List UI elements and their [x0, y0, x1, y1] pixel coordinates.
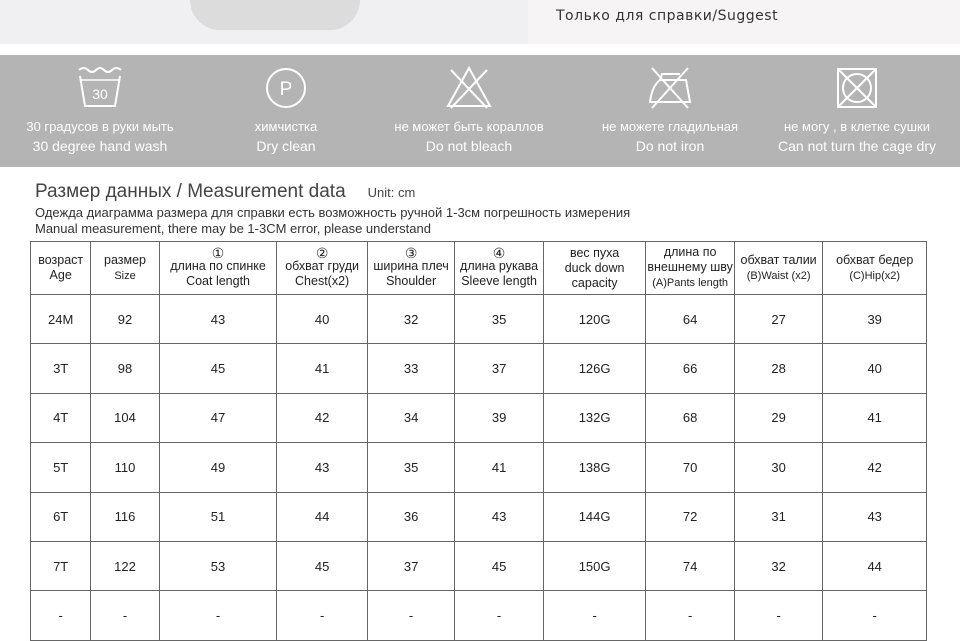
cell-size: 104: [91, 393, 159, 442]
title-ru: Размер данных: [35, 181, 172, 202]
cell-sleeve-length: 45: [455, 541, 543, 590]
cell-sleeve-length: 43: [455, 492, 543, 541]
product-image-strip: [0, 0, 528, 44]
cell-down-capacity: 144G: [543, 492, 646, 541]
cell-hip: 40: [823, 344, 927, 393]
reference-note: Только для справки/Suggest: [556, 8, 779, 24]
care-item-no-iron: [570, 55, 770, 167]
cell-waist: 32: [734, 541, 822, 590]
table-row: [31, 344, 927, 393]
cell-hip: 43: [823, 492, 927, 541]
cell-waist: 28: [734, 344, 822, 393]
care-label-ru: 30 градусов в руки мыть: [26, 119, 174, 134]
cell-hip: 42: [823, 443, 927, 492]
table-row: [31, 492, 927, 541]
care-item-hand-wash: [0, 55, 200, 167]
cell-hip: 44: [823, 541, 927, 590]
care-label-ru: не могу , в клетке сушки: [783, 119, 930, 134]
cell-waist: 31: [734, 492, 822, 541]
cell-age: 5T: [31, 443, 91, 492]
table-row: [31, 443, 927, 492]
care-label-en: Dry clean: [256, 138, 316, 154]
table-row: [31, 295, 927, 344]
cell-shoulder: 32: [367, 295, 454, 344]
cell-chest: 42: [277, 393, 368, 442]
cell-pants-length: 68: [646, 393, 734, 442]
header-pants-length: длина по внешнему шву (A)Pants length: [646, 242, 734, 295]
cell-hip: 39: [823, 295, 927, 344]
hand-wash-30-icon: [76, 64, 124, 110]
header-chest: ② обхват груди Chest(x2): [277, 242, 368, 295]
care-item-dry-clean: [186, 55, 386, 167]
cell-pants-length: 74: [646, 541, 734, 590]
cell-pants-length: 66: [646, 344, 734, 393]
cell-size: 122: [91, 541, 159, 590]
cell-down-capacity: 138G: [543, 443, 646, 492]
cell-chest: 44: [277, 492, 368, 541]
cell-sleeve-length: 39: [455, 393, 543, 442]
do-not-bleach-icon: [445, 64, 493, 110]
measurement-title: [35, 181, 415, 203]
header-down-capacity: вес пуха duck down capacity: [543, 242, 646, 295]
care-label-ru: не может быть кораллов: [394, 119, 544, 134]
care-label-ru: не можете гладильная: [601, 119, 739, 134]
cell-age: 24M: [31, 295, 91, 344]
care-label-ru: химчистка: [254, 119, 318, 134]
table-row: [31, 393, 927, 442]
cell-size: 116: [91, 492, 159, 541]
cell-coat-length: 49: [159, 443, 277, 492]
table-row: [31, 541, 927, 590]
cell-pants-length: 64: [646, 295, 734, 344]
cell-shoulder: 35: [367, 443, 454, 492]
cell-sleeve-length: 37: [455, 344, 543, 393]
cell-sleeve-length: 35: [455, 295, 543, 344]
header-waist: обхват талии (B)Waist (x2): [734, 242, 822, 295]
measurement-note-en: Manual measurement, there may be 1-3CM error, please understand: [35, 221, 431, 236]
cell-down-capacity: 126G: [543, 344, 646, 393]
unit-label: Unit: cm: [367, 185, 416, 200]
cell-coat-length: 43: [159, 295, 277, 344]
cell-waist: 30: [734, 443, 822, 492]
care-label-en: 30 degree hand wash: [32, 138, 168, 154]
cell-size: 110: [91, 443, 159, 492]
header-coat-length: ① длина по спинке Coat length: [159, 242, 277, 295]
cell-chest: 43: [277, 443, 368, 492]
cell-pants-length: 72: [646, 492, 734, 541]
dry-clean-icon: [262, 64, 310, 110]
cell-waist: 27: [734, 295, 822, 344]
do-not-iron-icon: [646, 64, 694, 110]
svg-text:P: P: [279, 79, 293, 100]
care-instructions-band: [0, 55, 960, 167]
measurement-note-ru: Одежда диаграмма размера для справки есть возможность ручной 1-3см погрешность измерения: [35, 205, 631, 220]
cell-waist: -: [734, 591, 822, 640]
care-item-no-bleach: [369, 55, 569, 167]
header-size: размер Size: [91, 242, 159, 295]
cell-size: -: [91, 591, 159, 640]
cell-shoulder: -: [367, 591, 454, 640]
care-label-en: Can not turn the cage dry: [778, 138, 936, 154]
table-header-row: [31, 242, 927, 295]
cell-chest: -: [277, 591, 368, 640]
cell-waist: 29: [734, 393, 822, 442]
cell-coat-length: 45: [159, 344, 277, 393]
cell-age: 4T: [31, 393, 91, 442]
cell-shoulder: 33: [367, 344, 454, 393]
cell-down-capacity: 120G: [543, 295, 646, 344]
cell-coat-length: 51: [159, 492, 277, 541]
cell-chest: 41: [277, 344, 368, 393]
cell-coat-length: 47: [159, 393, 277, 442]
cell-size: 98: [91, 344, 159, 393]
cell-coat-length: 53: [159, 541, 277, 590]
cell-down-capacity: 132G: [543, 393, 646, 442]
care-item-no-tumble-dry: [757, 55, 957, 167]
cell-sleeve-length: 41: [455, 443, 543, 492]
cell-coat-length: -: [159, 591, 277, 640]
cell-shoulder: 36: [367, 492, 454, 541]
cell-shoulder: 37: [367, 541, 454, 590]
cell-hip: 41: [823, 393, 927, 442]
cell-chest: 40: [277, 295, 368, 344]
cell-shoulder: 34: [367, 393, 454, 442]
title-en: / Measurement data: [171, 181, 346, 202]
header-age: возраст Age: [31, 242, 91, 295]
header-hip: обхват бедер (C)Hip(x2): [823, 242, 927, 295]
cell-down-capacity: 150G: [543, 541, 646, 590]
cell-sleeve-length: -: [455, 591, 543, 640]
cell-age: 6T: [31, 492, 91, 541]
cell-pants-length: 70: [646, 443, 734, 492]
cell-age: 3T: [31, 344, 91, 393]
cell-age: -: [31, 591, 91, 640]
product-photo-edge: [190, 0, 360, 30]
cell-chest: 45: [277, 541, 368, 590]
cell-size: 92: [91, 295, 159, 344]
care-label-en: Do not iron: [635, 138, 705, 154]
care-label-en: Do not bleach: [425, 138, 513, 154]
header-sleeve-length: ④ длина рукава Sleeve length: [455, 242, 543, 295]
size-chart-table: [30, 241, 927, 641]
cell-hip: -: [823, 591, 927, 640]
cell-pants-length: -: [646, 591, 734, 640]
cell-down-capacity: -: [543, 591, 646, 640]
cell-age: 7T: [31, 541, 91, 590]
do-not-tumble-dry-icon: [833, 64, 881, 110]
svg-text:30: 30: [92, 86, 108, 102]
header-shoulder: ③ ширина плеч Shoulder: [367, 242, 454, 295]
